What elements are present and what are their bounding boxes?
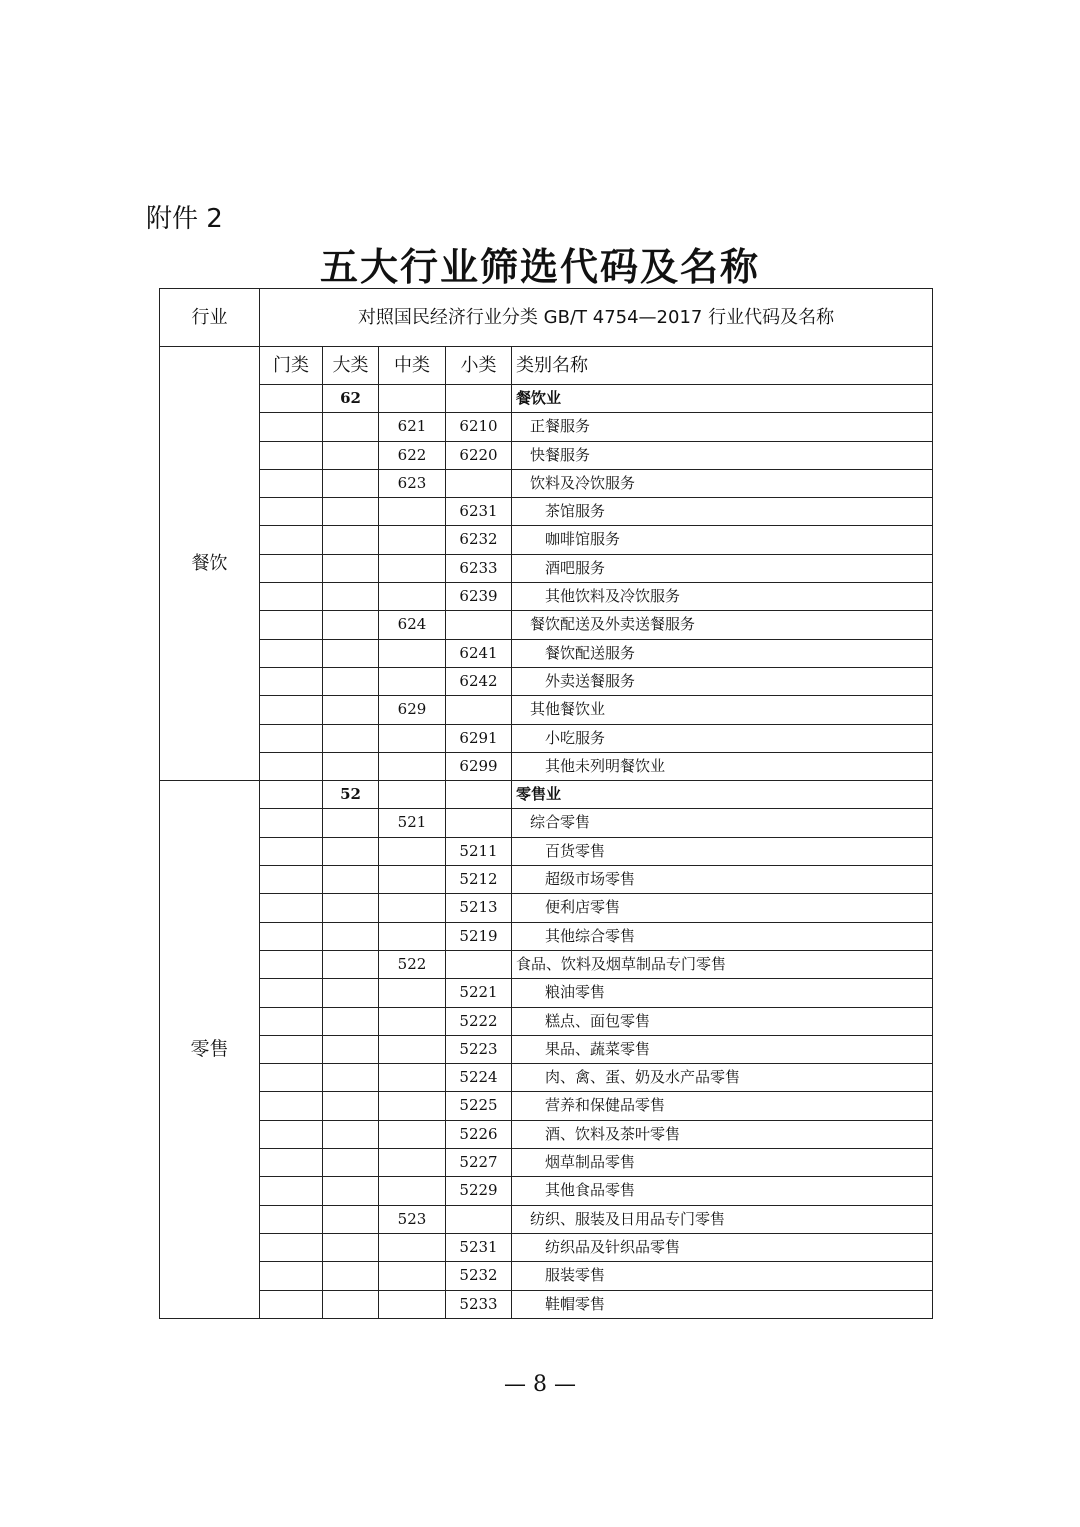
minor-code-cell: 6299: [446, 752, 512, 780]
subheader-cell: 中类: [379, 347, 446, 385]
category-name-cell: 其他饮料及冷饮服务: [512, 583, 933, 611]
table-row: [160, 809, 933, 837]
table-row: [160, 979, 933, 1007]
category-name-cell: 综合零售: [512, 809, 933, 837]
table-row: [160, 866, 933, 894]
mid-code-cell: [379, 385, 446, 413]
category-name-cell: 其他食品零售: [512, 1177, 933, 1205]
major-code-cell: 52: [323, 781, 379, 809]
major-code-cell: [323, 611, 379, 639]
door-code-cell: [260, 667, 323, 695]
mid-code-cell: [379, 1092, 446, 1120]
minor-code-cell: [446, 809, 512, 837]
major-code-cell: [323, 526, 379, 554]
major-code-cell: [323, 950, 379, 978]
table-row: [160, 837, 933, 865]
door-code-cell: [260, 1262, 323, 1290]
door-code-cell: [260, 696, 323, 724]
door-code-cell: [260, 639, 323, 667]
door-code-cell: [260, 752, 323, 780]
category-name-cell: 酒吧服务: [512, 554, 933, 582]
industry-code-table: [159, 288, 933, 1319]
minor-code-cell: 5221: [446, 979, 512, 1007]
minor-code-cell: 5213: [446, 894, 512, 922]
minor-code-cell: 6239: [446, 583, 512, 611]
door-code-cell: [260, 950, 323, 978]
mid-code-cell: 523: [379, 1205, 446, 1233]
minor-code-cell: [446, 696, 512, 724]
category-name-cell: 餐饮配送服务: [512, 639, 933, 667]
major-code-cell: [323, 1262, 379, 1290]
mid-code-cell: [379, 922, 446, 950]
mid-code-cell: [379, 1064, 446, 1092]
door-code-cell: [260, 1233, 323, 1261]
category-name-cell: 便利店零售: [512, 894, 933, 922]
major-code-cell: 62: [323, 385, 379, 413]
door-code-cell: [260, 526, 323, 554]
category-name-cell: 茶馆服务: [512, 498, 933, 526]
major-code-cell: [323, 1120, 379, 1148]
table-row: [160, 1007, 933, 1035]
door-code-cell: [260, 724, 323, 752]
major-code-cell: [323, 1149, 379, 1177]
door-code-cell: [260, 979, 323, 1007]
major-code-cell: [323, 894, 379, 922]
category-name-cell: 粮油零售: [512, 979, 933, 1007]
category-name-cell: 零售业: [512, 781, 933, 809]
door-code-cell: [260, 809, 323, 837]
category-name-cell: 正餐服务: [512, 413, 933, 441]
category-name-cell: 饮料及冷饮服务: [512, 469, 933, 497]
major-code-cell: [323, 583, 379, 611]
major-code-cell: [323, 667, 379, 695]
table-header-row: [160, 289, 933, 347]
table-row: [160, 1262, 933, 1290]
major-code-cell: [323, 1092, 379, 1120]
minor-code-cell: 6242: [446, 667, 512, 695]
minor-code-cell: 5225: [446, 1092, 512, 1120]
subheader-cell: 类别名称: [512, 347, 933, 385]
door-code-cell: [260, 498, 323, 526]
category-name-cell: 其他餐饮业: [512, 696, 933, 724]
door-code-cell: [260, 1035, 323, 1063]
table-row: [160, 724, 933, 752]
category-name-cell: 餐饮业: [512, 385, 933, 413]
major-code-cell: [323, 498, 379, 526]
major-code-cell: [323, 1177, 379, 1205]
door-code-cell: [260, 469, 323, 497]
door-code-cell: [260, 554, 323, 582]
mid-code-cell: [379, 1035, 446, 1063]
door-code-cell: [260, 1149, 323, 1177]
table-row: [160, 1177, 933, 1205]
table-row: [160, 752, 933, 780]
table-row: [160, 781, 933, 809]
major-code-cell: [323, 1233, 379, 1261]
major-code-cell: [323, 469, 379, 497]
category-name-cell: 果品、蔬菜零售: [512, 1035, 933, 1063]
mid-code-cell: [379, 1290, 446, 1318]
category-name-cell: 外卖送餐服务: [512, 667, 933, 695]
mid-code-cell: 621: [379, 413, 446, 441]
table-row: [160, 1290, 933, 1318]
table-row: [160, 469, 933, 497]
table-row: [160, 1092, 933, 1120]
category-name-cell: 服装零售: [512, 1262, 933, 1290]
door-code-cell: [260, 837, 323, 865]
minor-code-cell: 6233: [446, 554, 512, 582]
table-row: [160, 385, 933, 413]
major-code-cell: [323, 752, 379, 780]
major-code-cell: [323, 413, 379, 441]
minor-code-cell: 5224: [446, 1064, 512, 1092]
major-code-cell: [323, 1064, 379, 1092]
major-code-cell: [323, 554, 379, 582]
subheader-cell: 大类: [323, 347, 379, 385]
door-code-cell: [260, 385, 323, 413]
category-name-cell: 其他未列明餐饮业: [512, 752, 933, 780]
mid-code-cell: [379, 498, 446, 526]
door-code-cell: [260, 1290, 323, 1318]
door-code-cell: [260, 1007, 323, 1035]
table-row: [160, 894, 933, 922]
table-row: [160, 554, 933, 582]
minor-code-cell: [446, 950, 512, 978]
category-name-cell: 纺织、服装及日用品专门零售: [512, 1205, 933, 1233]
header-reference: 对照国民经济行业分类 GB/T 4754—2017 行业代码及名称: [260, 289, 933, 347]
category-name-cell: 纺织品及针织品零售: [512, 1233, 933, 1261]
mid-code-cell: [379, 667, 446, 695]
door-code-cell: [260, 1177, 323, 1205]
minor-code-cell: 6291: [446, 724, 512, 752]
door-code-cell: [260, 1064, 323, 1092]
table-row: [160, 1205, 933, 1233]
category-name-cell: 鞋帽零售: [512, 1290, 933, 1318]
minor-code-cell: 6232: [446, 526, 512, 554]
major-code-cell: [323, 837, 379, 865]
table-row: [160, 667, 933, 695]
minor-code-cell: 5226: [446, 1120, 512, 1148]
mid-code-cell: [379, 894, 446, 922]
major-code-cell: [323, 979, 379, 1007]
minor-code-cell: 5227: [446, 1149, 512, 1177]
minor-code-cell: 5232: [446, 1262, 512, 1290]
door-code-cell: [260, 922, 323, 950]
mid-code-cell: 522: [379, 950, 446, 978]
mid-code-cell: [379, 526, 446, 554]
major-code-cell: [323, 809, 379, 837]
major-code-cell: [323, 639, 379, 667]
door-code-cell: [260, 866, 323, 894]
subheader-cell: 门类: [260, 347, 323, 385]
page-number: — 8 —: [504, 1372, 576, 1397]
table-row: [160, 1035, 933, 1063]
industry-cell: 零售: [160, 781, 260, 1319]
table-row: [160, 950, 933, 978]
page-title: 五大行业筛选代码及名称: [319, 244, 760, 289]
door-code-cell: [260, 441, 323, 469]
mid-code-cell: 521: [379, 809, 446, 837]
mid-code-cell: [379, 781, 446, 809]
door-code-cell: [260, 1092, 323, 1120]
minor-code-cell: 6231: [446, 498, 512, 526]
mid-code-cell: 624: [379, 611, 446, 639]
category-name-cell: 超级市场零售: [512, 866, 933, 894]
minor-code-cell: 6241: [446, 639, 512, 667]
mid-code-cell: [379, 554, 446, 582]
category-name-cell: 百货零售: [512, 837, 933, 865]
table-row: [160, 1233, 933, 1261]
door-code-cell: [260, 781, 323, 809]
category-name-cell: 营养和保健品零售: [512, 1092, 933, 1120]
minor-code-cell: 6220: [446, 441, 512, 469]
minor-code-cell: 5233: [446, 1290, 512, 1318]
category-name-cell: 餐饮配送及外卖送餐服务: [512, 611, 933, 639]
category-name-cell: 烟草制品零售: [512, 1149, 933, 1177]
table-row: [160, 441, 933, 469]
table-row: [160, 583, 933, 611]
industry-cell: 餐饮: [160, 347, 260, 781]
minor-code-cell: 5211: [446, 837, 512, 865]
mid-code-cell: 623: [379, 469, 446, 497]
mid-code-cell: [379, 639, 446, 667]
mid-code-cell: [379, 1120, 446, 1148]
door-code-cell: [260, 1205, 323, 1233]
category-name-cell: 食品、饮料及烟草制品专门零售: [512, 950, 933, 978]
mid-code-cell: [379, 837, 446, 865]
category-name-cell: 其他综合零售: [512, 922, 933, 950]
minor-code-cell: 5231: [446, 1233, 512, 1261]
minor-code-cell: [446, 611, 512, 639]
mid-code-cell: [379, 866, 446, 894]
door-code-cell: [260, 583, 323, 611]
table-row: [160, 526, 933, 554]
table-row: [160, 639, 933, 667]
table-row: [160, 413, 933, 441]
mid-code-cell: [379, 1007, 446, 1035]
mid-code-cell: 622: [379, 441, 446, 469]
table-row: [160, 922, 933, 950]
mid-code-cell: 629: [379, 696, 446, 724]
mid-code-cell: [379, 1233, 446, 1261]
mid-code-cell: [379, 752, 446, 780]
minor-code-cell: 6210: [446, 413, 512, 441]
major-code-cell: [323, 441, 379, 469]
category-name-cell: 肉、禽、蛋、奶及水产品零售: [512, 1064, 933, 1092]
table-row: [160, 611, 933, 639]
category-name-cell: 小吃服务: [512, 724, 933, 752]
attachment-label: 附件 2: [146, 204, 223, 234]
header-industry: 行业: [160, 289, 260, 347]
subheader-cell: 小类: [446, 347, 512, 385]
door-code-cell: [260, 611, 323, 639]
mid-code-cell: [379, 583, 446, 611]
minor-code-cell: [446, 1205, 512, 1233]
door-code-cell: [260, 1120, 323, 1148]
door-code-cell: [260, 894, 323, 922]
major-code-cell: [323, 1035, 379, 1063]
minor-code-cell: 5229: [446, 1177, 512, 1205]
table-row: [160, 1120, 933, 1148]
category-name-cell: 糕点、面包零售: [512, 1007, 933, 1035]
door-code-cell: [260, 413, 323, 441]
minor-code-cell: 5223: [446, 1035, 512, 1063]
subheader-row: [160, 347, 933, 385]
major-code-cell: [323, 724, 379, 752]
mid-code-cell: [379, 1262, 446, 1290]
category-name-cell: 酒、饮料及茶叶零售: [512, 1120, 933, 1148]
mid-code-cell: [379, 1149, 446, 1177]
table-row: [160, 1149, 933, 1177]
major-code-cell: [323, 1007, 379, 1035]
minor-code-cell: 5212: [446, 866, 512, 894]
minor-code-cell: 5222: [446, 1007, 512, 1035]
minor-code-cell: [446, 469, 512, 497]
major-code-cell: [323, 1205, 379, 1233]
minor-code-cell: 5219: [446, 922, 512, 950]
mid-code-cell: [379, 724, 446, 752]
table-row: [160, 696, 933, 724]
minor-code-cell: [446, 781, 512, 809]
major-code-cell: [323, 866, 379, 894]
major-code-cell: [323, 696, 379, 724]
table-row: [160, 1064, 933, 1092]
category-name-cell: 快餐服务: [512, 441, 933, 469]
minor-code-cell: [446, 385, 512, 413]
category-name-cell: 咖啡馆服务: [512, 526, 933, 554]
major-code-cell: [323, 922, 379, 950]
mid-code-cell: [379, 979, 446, 1007]
table-row: [160, 498, 933, 526]
mid-code-cell: [379, 1177, 446, 1205]
major-code-cell: [323, 1290, 379, 1318]
